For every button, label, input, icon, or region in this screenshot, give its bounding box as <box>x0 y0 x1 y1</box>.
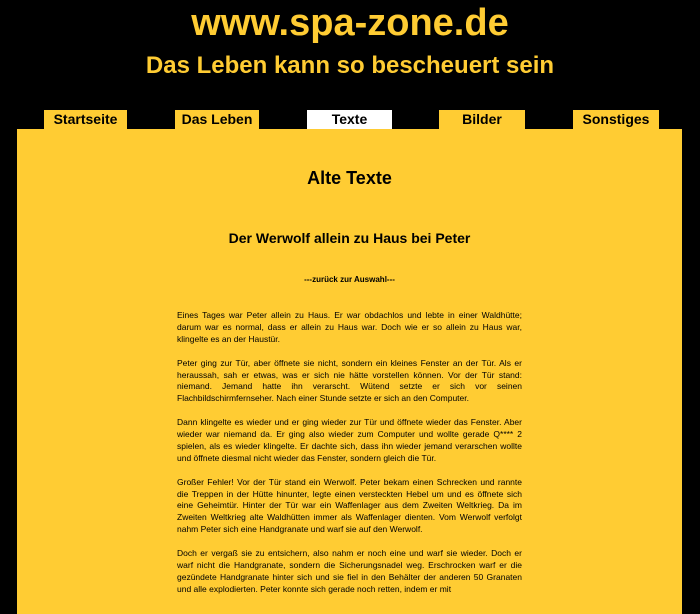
story-paragraph: Doch er vergaß sie zu entsichern, also nahm er noch eine und warf sie wieder. Doch er warf nicht die Handgranate, sondern die Sicherungsnadel weg. Erschrocken warf er die gezündete Handgranate hinter sich und sie fiel in den Behälter der anderen 50 Granaten und alle explodierten. Peter konnte sich gerade noch retten, indem er mit <box>177 548 522 594</box>
back-to-selection-link[interactable]: ---zurück zur Auswahl--- <box>304 275 395 284</box>
story-title: Der Werwolf allein zu Haus bei Peter <box>228 230 471 246</box>
nav-tab-texte[interactable]: Texte <box>307 110 392 129</box>
story-paragraph: Eines Tages war Peter allein zu Haus. Er war obdachlos und lebte in einer Waldhütte; darum war es normal, dass er allein zu Haus war. Doch wie er so allein zu Haus war, klingelte es an der Haustür. <box>177 310 522 344</box>
content-area <box>17 129 682 614</box>
nav-tab-das-leben[interactable]: Das Leben <box>175 110 259 129</box>
story-text <box>177 310 522 608</box>
page-title: Alte Texte <box>307 168 392 188</box>
story-paragraph: Dann klingelte es wieder und er ging wieder zur Tür und öffnete wieder das Fenster. Aber wieder war niemand da. Er ging also wieder zum Computer und wollte gerade Q**** 2 spielen, als es wieder klingelte. Er dachte sich, dass ihn wieder jemand verarschen wollte und öffnete diesmal nicht wieder das Fenster, sondern gleich die Tür. <box>177 417 522 463</box>
story-paragraph: Großer Fehler! Vor der Tür stand ein Werwolf. Peter bekam einen Schrecken und rannte die Treppen in der Hütte hinunter, legte einen versteckten Hebel um und es öffnete sich eine Geheimtür. Hinter der Tür war ein Waffenlager aus dem Zweiten Weltkrieg. Da im Zweiten Weltkrieg alte Waldhütten immer als Waffenlager dienten. Vom Werwolf verfolgt nahm Peter sich eine Handgranate und warf sie auf den Werwolf. <box>177 476 522 535</box>
nav-tab-startseite[interactable]: Startseite <box>44 110 127 129</box>
site-title: www.spa-zone.de <box>191 2 509 44</box>
site-tagline: Das Leben kann so bescheuert sein <box>145 52 555 79</box>
story-paragraph: Peter ging zur Tür, aber öffnete sie nicht, sondern ein kleines Fenster an der Tür. Als er heraussah, sah er etwas, was er sich nie hätte vorstellen können. Vor der Tür stand: niemand. Jemand hatte ihn verarscht. Wütend setzte er sich vor seinen Flachbildschirmfernseher. Nach einer Stunde setzte er sich an den Computer. <box>177 357 522 404</box>
nav-tab-bilder[interactable]: Bilder <box>439 110 525 129</box>
nav-tab-sonstiges[interactable]: Sonstiges <box>573 110 659 129</box>
